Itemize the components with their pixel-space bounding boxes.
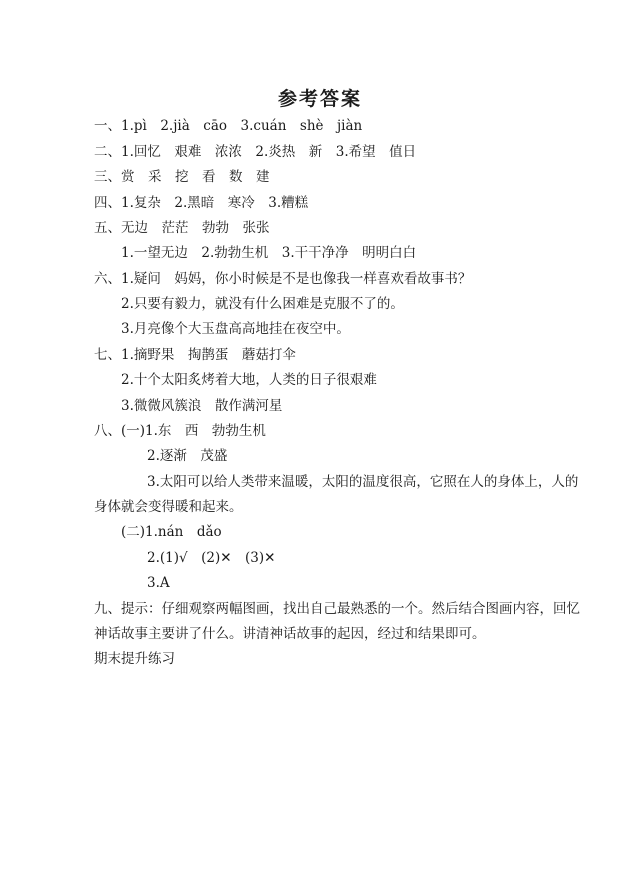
answer-line-22: 期末提升练习	[94, 651, 175, 667]
answer-line-4: 四、1.复杂 2.黑暗 寒冷 3.糟糕	[94, 195, 309, 211]
answer-line-5: 五、无边 茫茫 勃勃 张张	[94, 220, 270, 236]
answer-line-21: 神话故事主要讲了什么。讲清神话故事的起因，经过和结果即可。	[94, 626, 486, 642]
answer-line-6: 1.一望无边 2.勃勃生机 3.干干净净 明明白白	[121, 245, 417, 261]
answer-line-19: 3.A	[147, 575, 170, 591]
answer-line-16: 身体就会变得暖和起来。	[94, 499, 243, 515]
answer-line-3: 三、赏 采 挖 看 数 建	[94, 169, 270, 185]
answer-line-11: 2.十个太阳炙烤着大地，人类的日子很艰难	[121, 372, 377, 388]
answer-line-2: 二、1.回忆 艰难 浓浓 2.炎热 新 3.希望 值日	[94, 144, 417, 160]
answer-line-20: 九、提示：仔细观察两幅图画，找出自己最熟悉的一个。然后结合图画内容，回忆	[94, 601, 580, 617]
answer-line-15: 3.太阳可以给人类带来温暖，太阳的温度很高，它照在人的身体上，人的	[147, 474, 579, 490]
answer-line-7: 六、1.疑问 妈妈，你小时候是不是也像我一样喜欢看故事书？	[94, 271, 472, 287]
answer-line-9: 3.月亮像个大玉盘高高地挂在夜空中。	[121, 321, 350, 337]
answer-line-10: 七、1.摘野果 掏鹊蛋 蘑菇打伞	[94, 347, 296, 363]
answer-line-13: 八、(一)1.东 西 勃勃生机	[94, 423, 266, 439]
answer-line-14: 2.逐渐 茂盛	[147, 448, 228, 464]
answer-line-17: (二)1.nán dǎo	[121, 524, 222, 540]
answer-line-8: 2.只要有毅力，就没有什么困难是克服不了的。	[121, 296, 404, 312]
answer-line-18: 2.(1)√ (2)✕ (3)✕	[147, 550, 276, 566]
answer-line-1: 一、1.pì 2.jià cāo 3.cuán shè jiàn	[94, 118, 363, 134]
answer-line-12: 3.微微风簇浪 散作满河星	[121, 398, 283, 414]
page-title: 参考答案	[277, 88, 362, 110]
